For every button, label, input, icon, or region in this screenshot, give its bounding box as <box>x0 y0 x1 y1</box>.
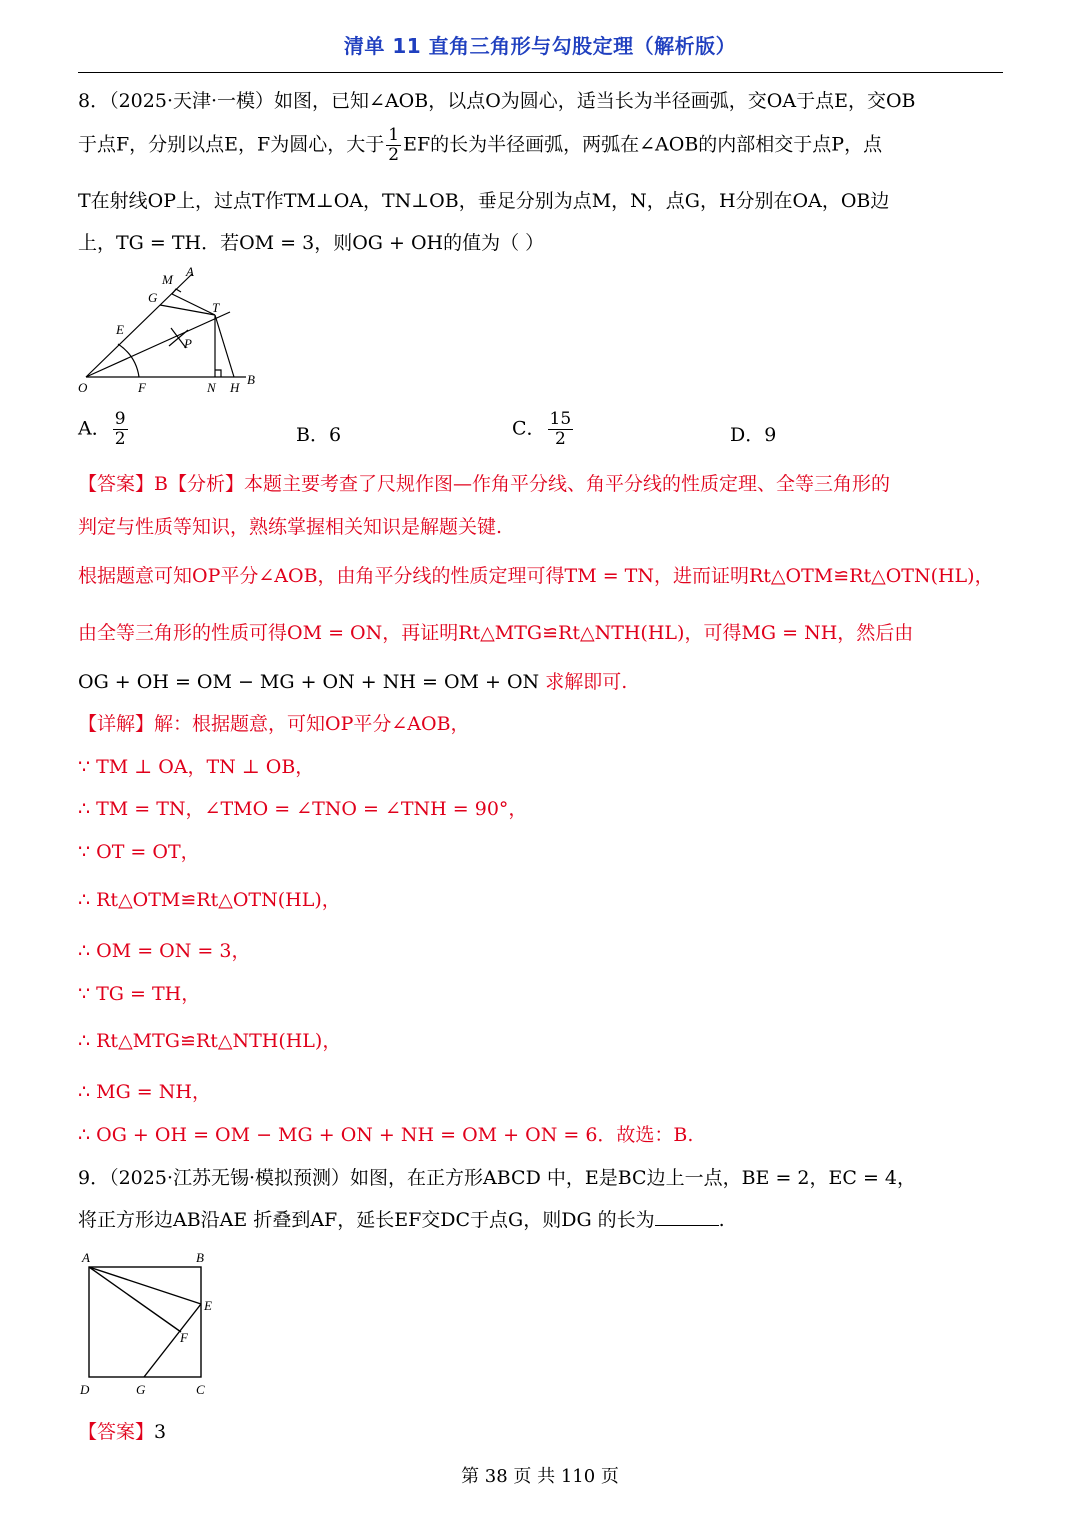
analysis-line-1: 【答案】B【分析】本题主要考查了尺规作图—作角平分线、角平分线的性质定理、全等三角形的 <box>78 473 890 495</box>
segment-EG <box>144 1304 201 1377</box>
detail-line-3: ∴ TM = TN，∠TMO = ∠TNO = ∠TNH = 90°， <box>78 798 528 820</box>
ray-OP <box>86 312 230 377</box>
label-B: B <box>196 1250 204 1265</box>
detail-line-10a: ∴ OG + OH = OM − MG + ON + NH = OM + ON = 6 <box>78 1124 598 1146</box>
q9-line-2-end: . <box>718 1209 725 1231</box>
q9-figure <box>76 1244 226 1400</box>
choice-d: D．9 <box>730 424 777 446</box>
choice-a <box>78 410 130 449</box>
label-O: O <box>78 380 88 395</box>
choice-c-fraction <box>548 410 574 449</box>
detail-line-5: ∴ Rt△OTM≌Rt△OTN(HL)， <box>78 889 341 911</box>
choice-b: B．6 <box>296 424 342 446</box>
q9-line-1: 9．（2025·江苏无锡·模拟预测）如图，在正方形ABCD 中，E是BC边上一点，BE = 2，EC = 4， <box>78 1167 917 1189</box>
choice-a-fraction <box>113 410 128 449</box>
segment-AE <box>89 1267 201 1304</box>
label-A: A <box>82 1250 90 1265</box>
analysis-line-5 <box>78 667 1008 694</box>
label-G: G <box>148 290 158 305</box>
detail-line-10b: ．故选：B. <box>597 1124 694 1146</box>
detail-line-8: ∴ Rt△MTG≌Rt△NTH(HL)， <box>78 1030 342 1052</box>
analysis-line-5a: OG + OH = OM − MG + ON + NH = OM + ON <box>78 671 540 693</box>
choice-a-label: A． <box>78 417 111 440</box>
label-N: N <box>207 380 216 395</box>
answer-blank <box>655 1209 719 1226</box>
label-E: E <box>204 1298 212 1313</box>
q8-line-2a: 于点F，分别以点E，F为圆心，大于 <box>78 133 385 156</box>
segment-TM <box>172 294 215 315</box>
square-ABCD <box>89 1267 201 1377</box>
q8-line-1: 8．（2025·天津·一模）如图，已知∠AOB，以点O为圆心，适当长为半径画弧，交OA于点E，交OB <box>78 90 916 112</box>
label-P: P <box>184 336 192 351</box>
choice-c-label: C． <box>512 417 546 440</box>
label-D: D <box>80 1382 90 1397</box>
detail-line-6: ∴ OM = ON = 3， <box>78 940 251 962</box>
frac-num: 1 <box>388 125 400 145</box>
q9-line-2-text: 将正方形边AB沿AE 折叠到AF，延长EF交DC于点G，则DG 的长为 <box>78 1209 655 1231</box>
label-A: A <box>186 264 194 279</box>
analysis-line-5b: 求解即可. <box>545 671 628 693</box>
q8-line-2b: EF的长为半径画弧，两弧在∠AOB的内部相交于点P，点 <box>403 133 883 156</box>
right-angle-N <box>215 370 221 377</box>
q8-figure <box>74 262 274 400</box>
q9-line-2 <box>78 1205 1008 1232</box>
page-header-title: 清单 11 直角三角形与勾股定理（解析版） <box>343 34 737 58</box>
q9-answer-value: 3 <box>154 1421 167 1443</box>
q8-line-3: T在射线OP上，过点T作TM⊥OA，TN⊥OB，垂足分别为点M，N，点G，H分别在OA，OB边 <box>78 190 890 212</box>
label-M: M <box>162 272 173 287</box>
right-angle-M <box>172 289 181 294</box>
label-H: H <box>230 380 240 395</box>
frac-den: 2 <box>114 429 126 449</box>
label-F: F <box>180 1330 188 1345</box>
detail-line-1: 【详解】解：根据题意，可知OP平分∠AOB， <box>78 713 470 735</box>
frac-den: 2 <box>554 429 566 449</box>
q8-fraction <box>386 126 401 165</box>
segment-TH <box>215 315 234 377</box>
label-G: G <box>136 1382 146 1397</box>
detail-line-4: ∵ OT = OT， <box>78 841 200 863</box>
choice-c <box>512 410 575 449</box>
segment-TG <box>160 305 215 315</box>
q9-answer <box>78 1417 1008 1444</box>
frac-num: 9 <box>114 409 126 429</box>
analysis-line-2: 判定与性质等知识，熟练掌握相关知识是解题关键. <box>78 516 503 538</box>
label-E: E <box>116 322 124 337</box>
frac-num: 15 <box>549 409 572 429</box>
segment-AF <box>89 1267 181 1332</box>
detail-line-2: ∵ TM ⊥ OA，TN ⊥ OB， <box>78 756 315 778</box>
q8-line-4: 上，TG = TH．若OM = 3，则OG + OH的值为（ ） <box>78 232 545 254</box>
q8-line-2 <box>78 126 1008 165</box>
header-rule <box>78 72 1003 73</box>
detail-line-10 <box>78 1120 1008 1147</box>
label-T: T <box>212 300 220 315</box>
detail-line-7: ∵ TG = TH， <box>78 983 201 1005</box>
analysis-line-3: 根据题意可知OP平分∠AOB，由角平分线的性质定理可得TM = TN，进而证明Rt△OTM≌Rt△OTN(HL)， <box>78 565 994 587</box>
frac-den: 2 <box>388 145 400 165</box>
page-footer: 第 38 页 共 110 页 <box>461 1466 619 1487</box>
analysis-line-4: 由全等三角形的性质可得OM = ON，再证明Rt△MTG≌Rt△NTH(HL)，可得MG = NH，然后由 <box>78 622 914 644</box>
label-B: B <box>247 372 255 387</box>
label-F: F <box>138 380 146 395</box>
q9-answer-label: 【答案】 <box>78 1421 155 1443</box>
detail-line-9: ∴ MG = NH， <box>78 1081 211 1103</box>
label-C: C <box>196 1382 205 1397</box>
